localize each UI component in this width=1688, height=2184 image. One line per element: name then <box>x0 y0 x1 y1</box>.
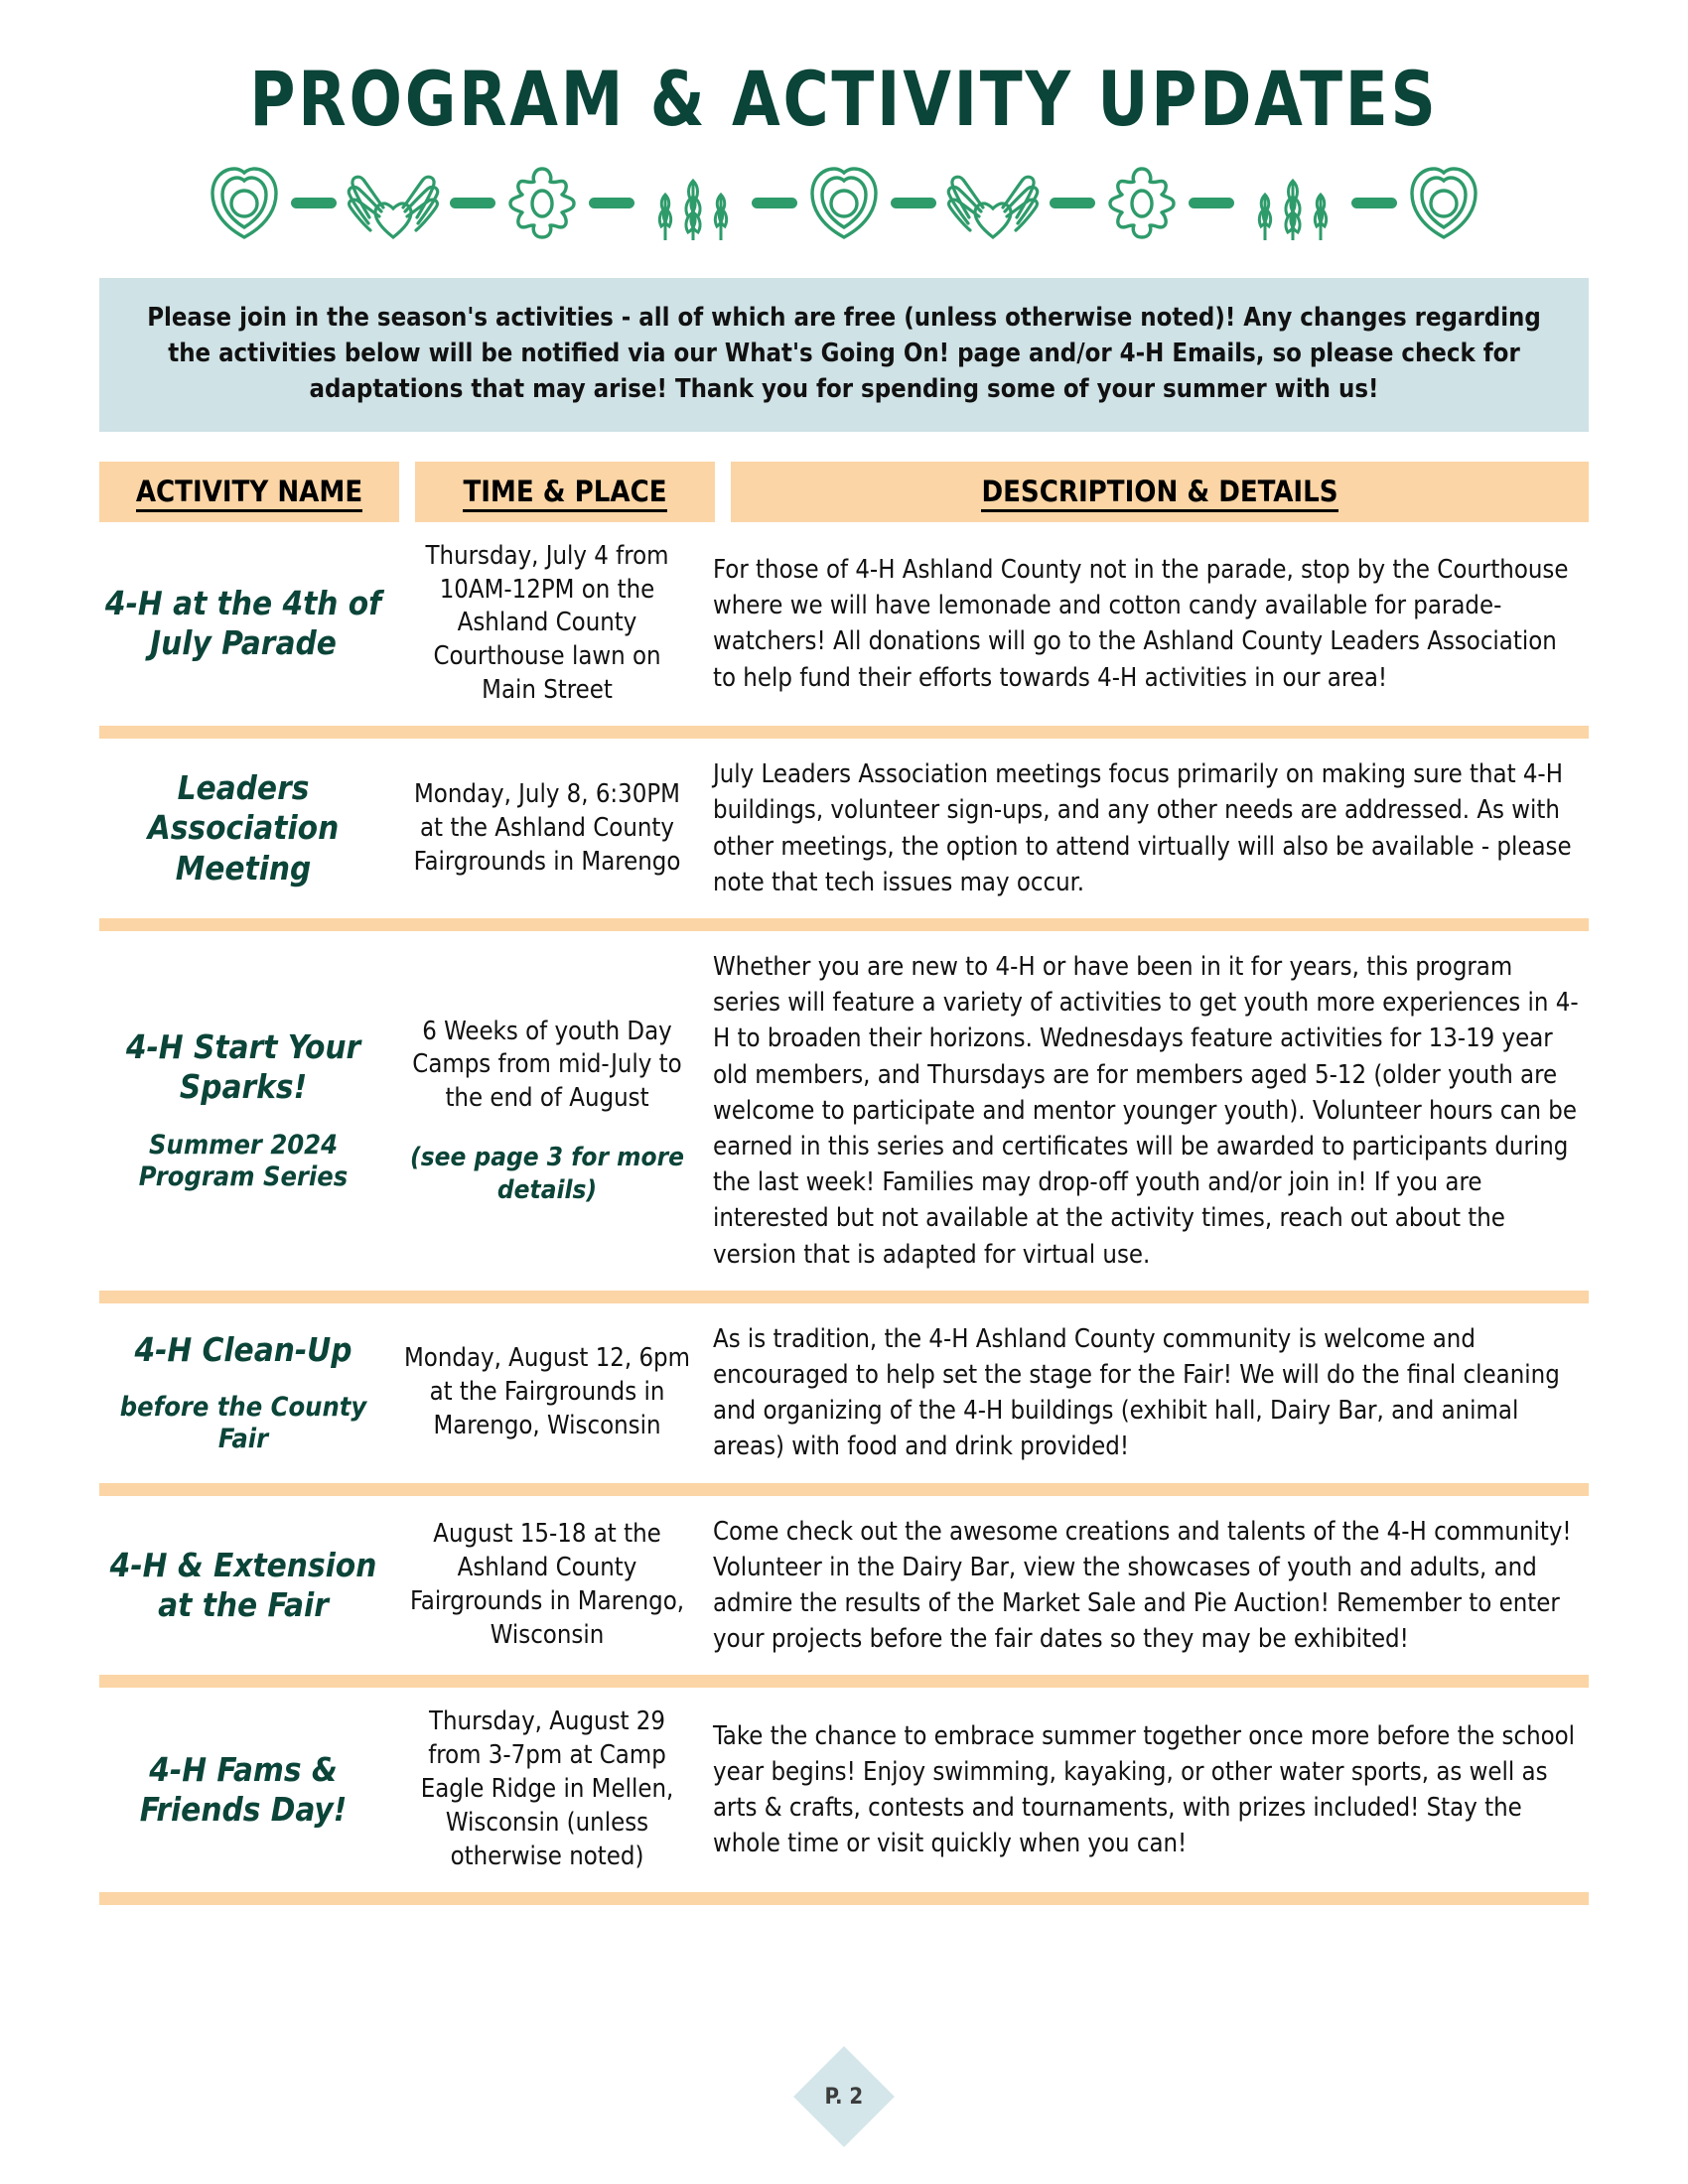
row-divider <box>99 1675 1589 1688</box>
activity-name: 4-H Clean-Up <box>134 1329 352 1369</box>
heart-spiral-icon <box>806 164 882 241</box>
heart-spiral-icon <box>207 164 282 241</box>
activity-name-cell <box>99 1330 387 1456</box>
time-place: Thursday, August 29 from 3-7pm at Camp Eagle Ridge in Mellen, Wisconsin (unless otherwise noted) <box>420 1706 674 1872</box>
column-header-time-place: TIME & PLACE <box>415 462 715 522</box>
table-row <box>99 1303 1589 1483</box>
time-place: Thursday, July 4 from 10AM-12PM on the Ashland County Courthouse lawn on Main Street <box>425 540 669 706</box>
activities-table <box>99 462 1589 1905</box>
description-cell: Come check out the awesome creations and talents of the 4-H community! Volunteer in the Dairy Bar, view the showcases of youth and adults, and admire the results of the Market Sale and Pie Auction! Remember to enter your projects before the fair dates so they may be exhibited! <box>713 1516 1572 1655</box>
activity-subtitle: before the County Fair <box>119 1391 367 1455</box>
dash-divider <box>752 198 797 208</box>
description-cell: Take the chance to embrace summer together once more before the school year begins! Enjoy swimming, kayaking, or other water sports, as well as arts & crafts, contests and tournaments, with prizes included! Stay the whole time or visit quickly when you can! <box>713 1720 1576 1859</box>
description-cell: July Leaders Association meetings focus primarily on making sure that 4-H buildings, volunteer sign-ups, and any other needs are addressed. As with other meetings, the option to attend virtually will also be available - please note that tech issues may occur. <box>713 759 1572 897</box>
activity-subtitle: Summer 2024 Program Series <box>138 1129 349 1193</box>
table-row <box>99 1496 1589 1676</box>
table-row <box>99 522 1589 727</box>
intro-text: Please join in the season's activities - all of which are free (unless otherwise noted)! Any changes regarding the activities below will be notified via our What's Going On! page and/or 4-H Emails, so please check for adaptations that may arise! Thank you for spending some of your summer with us! <box>147 303 1541 405</box>
time-place: 6 Weeks of youth Day Camps from mid-July to the end of August <box>412 1016 682 1114</box>
time-place-cell <box>403 1016 691 1207</box>
column-header-activity-name: ACTIVITY NAME <box>99 462 399 522</box>
column-header-description: DESCRIPTION & DETAILS <box>731 462 1589 522</box>
time-place: Monday, July 8, 6:30PM at the Ashland County Fairgrounds in Marengo <box>413 778 681 877</box>
gear-flower-icon <box>1104 164 1180 241</box>
heart-spiral-icon <box>1406 164 1481 241</box>
hands-heart-icon <box>945 164 1041 241</box>
row-divider <box>99 1892 1589 1905</box>
activity-name-cell <box>99 584 387 664</box>
wheat-icon <box>643 163 743 242</box>
activity-name-cell <box>99 1546 387 1626</box>
dash-divider <box>1189 198 1234 208</box>
wheat-icon <box>1243 163 1342 242</box>
description-cell: As is tradition, the 4-H Ashland County community is welcome and encouraged to help set the stage for the Fair! We will do the final cleaning and organizing of the 4-H buildings (exhibit hall, Dairy Bar, and animal areas) with food and drink provided! <box>713 1323 1560 1462</box>
activity-name: 4-H & Extension at the Fair <box>109 1545 377 1624</box>
table-row <box>99 1688 1589 1892</box>
time-place-cell <box>403 778 691 880</box>
hands-heart-icon <box>346 164 441 241</box>
time-place-note: (see page 3 for more details) <box>410 1143 684 1205</box>
activity-name: 4-H Start Your Sparks! <box>125 1027 361 1107</box>
activity-name: 4-H Fams & Friends Day! <box>139 1749 348 1830</box>
activity-name-cell <box>99 1027 387 1193</box>
page-number-badge <box>793 2046 895 2147</box>
dash-divider <box>450 198 495 208</box>
dash-divider <box>291 198 337 208</box>
activity-name: 4-H at the 4th of July Parade <box>104 584 382 663</box>
page-title: PROGRAM & ACTIVITY UPDATES <box>249 55 1439 143</box>
table-row <box>99 739 1589 918</box>
row-divider <box>99 1483 1589 1496</box>
time-place-cell <box>403 1518 691 1653</box>
row-divider <box>99 918 1589 931</box>
page-number-label: P. 2 <box>824 2084 864 2110</box>
page-footer <box>0 2061 1688 2132</box>
time-place-cell <box>403 1706 691 1874</box>
dash-divider <box>891 198 936 208</box>
row-divider <box>99 1291 1589 1303</box>
dash-divider <box>1050 198 1095 208</box>
dash-divider <box>1351 198 1397 208</box>
time-place-cell <box>403 540 691 709</box>
row-divider <box>99 726 1589 739</box>
activity-name: Leaders Association Meeting <box>147 768 340 887</box>
decorative-icon-row <box>0 163 1688 242</box>
table-row <box>99 931 1589 1291</box>
time-place: August 15-18 at the Ashland County Fairgrounds in Marengo, Wisconsin <box>409 1519 685 1650</box>
time-place: Monday, August 12, 6pm at the Fairgrounds in Marengo, Wisconsin <box>404 1343 690 1441</box>
description-cell: Whether you are new to 4-H or have been in it for years, this program series will feature a variety of activities to get youth more experiences in 4-H to broaden their horizons. Wednesdays feature activities for 13-19 year old members, and Thursdays are for members aged 5-12 (older youth are welcome to participate and mentor younger youth). Volunteer hours can be earned in this series and certificates will be awarded to participants during the last week! Families may drop-off youth and/or join in! If you are interested but not available at the activity times, reach out about the version that is adapted for virtual use. <box>713 951 1579 1270</box>
description-cell: For those of 4-H Ashland County not in the parade, stop by the Courthouse where we will have lemonade and cotton candy available for parade-watchers! All donations will go to the Ashland County Leaders Association to help fund their efforts towards 4-H activities in our area! <box>713 554 1569 693</box>
activity-name-cell <box>99 1750 387 1831</box>
time-place-cell <box>403 1342 691 1443</box>
gear-flower-icon <box>504 164 580 241</box>
activity-name-cell <box>99 768 387 888</box>
dash-divider <box>589 198 634 208</box>
table-header-row <box>99 462 1589 522</box>
intro-banner <box>99 278 1589 432</box>
